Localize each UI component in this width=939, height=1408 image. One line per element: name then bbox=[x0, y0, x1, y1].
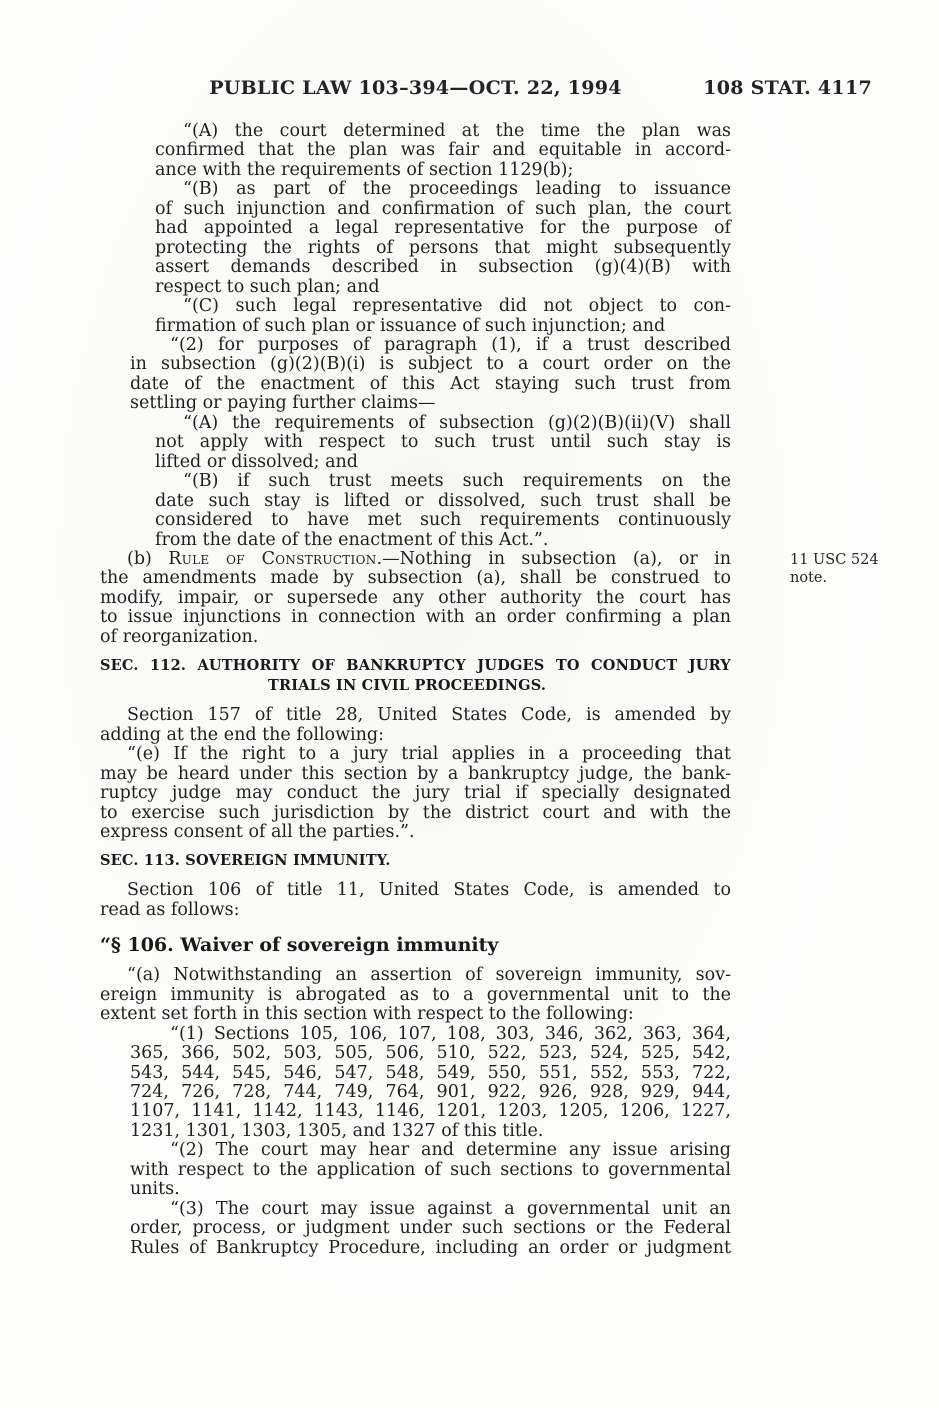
text-line: confirmed that the plan was fair and equitable in accord- bbox=[155, 140, 731, 161]
text-line: extent set forth in this section with respect to the following: bbox=[100, 1004, 634, 1025]
text-line: TRIALS IN CIVIL PROCEEDINGS. bbox=[268, 677, 547, 695]
text-line: express consent of all the parties.”. bbox=[100, 821, 415, 842]
text-line: firmation of such plan or issuance of such injunction; and bbox=[155, 315, 666, 336]
text-line: adding at the end the following: bbox=[100, 724, 385, 745]
text-line: units. bbox=[130, 1179, 180, 1200]
text-line bbox=[100, 550, 731, 569]
law-title: PUBLIC LAW 103–394—OCT. 22, 1994 bbox=[209, 77, 622, 99]
text-line: order, process, or judgment under such sections or the Federal bbox=[130, 1218, 731, 1239]
text-line: note. bbox=[790, 569, 828, 586]
subsection-a-abrogation bbox=[100, 966, 731, 1024]
text-line: SEC. 113. SOVEREIGN IMMUNITY. bbox=[100, 852, 391, 870]
text-line: ance with the requirements of section 1129(b); bbox=[155, 159, 574, 180]
subsection-b-prefix: (b) bbox=[127, 548, 169, 569]
text-line: from the date of the enactment of this Act.”. bbox=[155, 529, 549, 550]
text-line: not apply with respect to such trust until such stay is bbox=[155, 432, 731, 453]
paragraph-2-court-hear-determine bbox=[130, 1141, 731, 1199]
text-line: lifted or dissolved; and bbox=[155, 451, 358, 472]
text-line: 1231, 1301, 1303, 1305, and 1327 of this title. bbox=[130, 1120, 544, 1141]
text-line: to issue injunctions in connection with an order confirming a plan bbox=[100, 607, 731, 628]
text-line: “(3) The court may issue against a governmental unit an bbox=[170, 1198, 731, 1219]
text-line: 543, 544, 545, 546, 547, 548, 549, 550, 551, 552, 553, 722, bbox=[130, 1062, 731, 1083]
text-line: Section 106 of title 11, United States Code, is amended to bbox=[127, 880, 731, 901]
subsection-b-smallcaps-label: Rule of Construction bbox=[168, 548, 377, 569]
subsection-b-rule-of-construction bbox=[100, 550, 731, 647]
section-112-heading bbox=[100, 656, 731, 696]
statute-text-column bbox=[100, 122, 731, 1258]
text-line: modify, impair, or supersede any other authority the court has bbox=[100, 587, 731, 608]
text-line: “(2) for purposes of paragraph (1), if a trust described bbox=[170, 334, 731, 355]
text-line: settling or paying further claims— bbox=[130, 393, 436, 414]
paragraph-2-subparagraph-A bbox=[155, 414, 731, 472]
subparagraph-A-court-determined bbox=[155, 122, 731, 180]
text-line: “(C) such legal representative did not object to con- bbox=[183, 296, 731, 317]
text-line: to exercise such jurisdiction by the district court and with the bbox=[100, 802, 731, 823]
text-line: protecting the rights of persons that might subsequently bbox=[155, 237, 731, 258]
text-line: had appointed a legal representative for the purpose of bbox=[155, 218, 731, 239]
subsection-b-first-line-rest: .—Nothing in subsection (a), or in bbox=[376, 548, 731, 569]
usc-margin-note bbox=[790, 552, 902, 587]
text-line: “(B) as part of the proceedings leading to issuance bbox=[183, 179, 731, 200]
paragraph-3-court-issue bbox=[130, 1200, 731, 1258]
text-line: 11 USC 524 bbox=[790, 552, 879, 568]
subsection-e-jury-trial bbox=[100, 745, 731, 842]
paragraph-2-trust-stay bbox=[130, 336, 731, 414]
text-line: “(1) Sections 105, 106, 107, 108, 303, 346, 362, 363, 364, bbox=[170, 1023, 731, 1044]
text-line: “(2) The court may hear and determine any issue arising bbox=[170, 1140, 731, 1161]
text-line: may be heard under this section by a bankruptcy judge, the bank- bbox=[100, 763, 731, 784]
text-line: of reorganization. bbox=[100, 626, 259, 647]
section-112-intro bbox=[100, 706, 731, 745]
paragraph-1-sections-list bbox=[130, 1025, 731, 1142]
text-line: ereign immunity is abrogated as to a governmental unit to the bbox=[100, 984, 731, 1005]
text-line: Section 157 of title 28, United States Code, is amended by bbox=[127, 705, 731, 726]
section-113-intro bbox=[100, 881, 731, 920]
section-113-heading bbox=[100, 851, 731, 871]
usc-section-106-heading: “§ 106. Waiver of sovereign immunity bbox=[100, 934, 499, 957]
text-line: “(A) the court determined at the time the plan was bbox=[183, 121, 731, 141]
text-line: 1107, 1141, 1142, 1143, 1146, 1201, 1203, 1205, 1206, 1227, bbox=[130, 1101, 731, 1122]
text-line: “(e) If the right to a jury trial applies in a proceeding that bbox=[127, 744, 731, 765]
text-line: date of the enactment of this Act staying such trust from bbox=[130, 373, 731, 394]
text-line: the amendments made by subsection (a), shall be construed to bbox=[100, 568, 731, 589]
subsection-b-continuation bbox=[100, 569, 731, 647]
text-line: assert demands described in subsection (g)(4)(B) with bbox=[155, 257, 731, 278]
text-line: 724, 726, 728, 744, 749, 764, 901, 922, 926, 928, 929, 944, bbox=[130, 1082, 731, 1103]
stat-page-number: 108 STAT. 4117 bbox=[703, 77, 872, 99]
text-line: “(a) Notwithstanding an assertion of sovereign immunity, sov- bbox=[127, 965, 731, 986]
text-line: with respect to the application of such sections to governmental bbox=[130, 1159, 731, 1180]
text-line: of such injunction and confirmation of such plan, the court bbox=[155, 198, 731, 219]
text-line: considered to have met such requirements continuously bbox=[155, 510, 731, 531]
paragraph-2-subparagraph-B bbox=[155, 472, 731, 550]
text-line: “(A) the requirements of subsection (g)(2)(B)(ii)(V) shall bbox=[183, 412, 731, 433]
text-line: ruptcy judge may conduct the jury trial if specially designated bbox=[100, 783, 731, 804]
text-line: SEC. 112. AUTHORITY OF BANKRUPTCY JUDGES TO CONDUCT JURY bbox=[100, 657, 731, 675]
subparagraph-B-legal-representative bbox=[155, 180, 731, 297]
subparagraph-C-no-objection bbox=[155, 297, 731, 336]
text-line: in subsection (g)(2)(B)(i) is subject to a court order on the bbox=[130, 354, 731, 375]
text-line: respect to such plan; and bbox=[155, 276, 380, 297]
text-line: 365, 366, 502, 503, 505, 506, 510, 522, 523, 524, 525, 542, bbox=[130, 1043, 731, 1064]
text-line: “(B) if such trust meets such requirements on the bbox=[183, 471, 731, 492]
text-line: Rules of Bankruptcy Procedure, including an order or judgment bbox=[130, 1237, 731, 1258]
text-line: read as follows: bbox=[100, 899, 240, 920]
text-line: date such stay is lifted or dissolved, such trust shall be bbox=[155, 490, 731, 511]
